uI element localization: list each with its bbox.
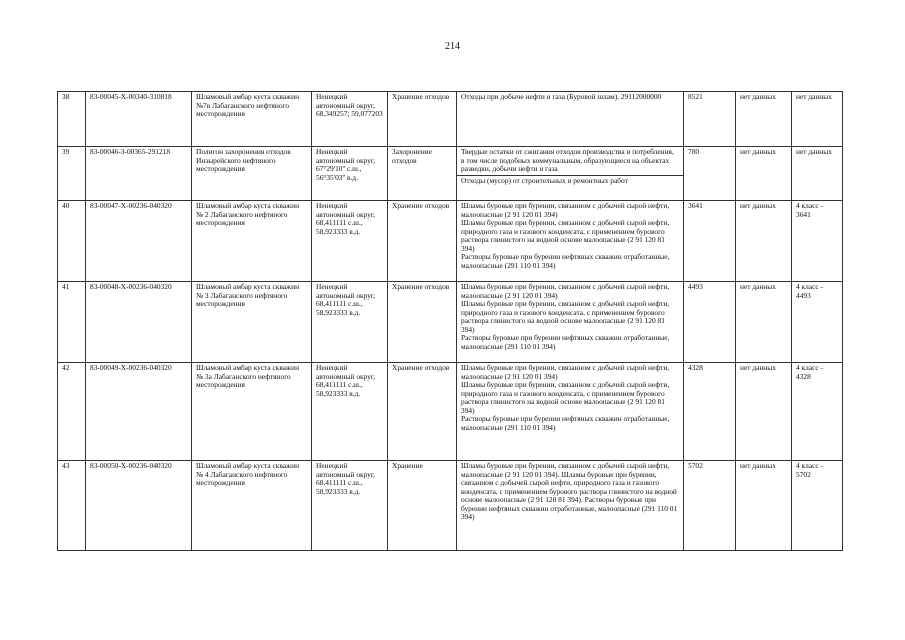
col8-value: нет данных: [736, 461, 792, 551]
page-number: 214: [445, 41, 460, 52]
capacity: 780: [684, 147, 736, 201]
waste-types: [457, 201, 684, 282]
capacity: 8521: [684, 92, 736, 147]
facility-location: Ненецкий автономный округ, 68,411111 с.ш., 58,923333 в.д.: [312, 282, 388, 363]
col8-value: нет данных: [736, 92, 792, 147]
col8-value: нет данных: [736, 282, 792, 363]
row-number: 43: [58, 461, 86, 551]
facility-name: Полигон захоронения отходов Инзырейского нефтяного месторождения: [192, 147, 312, 201]
waste-types: [457, 461, 684, 551]
col9-value: 4 класс - 3641: [792, 201, 843, 282]
waste-type: Шламы буровые при бурении, связанном с добычей сырой нефти, малоопасные (2 91 120 01 394) Шламы буровые при бурении, связанном с добычей сырой нефти, природного газа и газового конденсата, с применением бурового раствора глинистого на водной основе малоопасные (2 91 120 81 394) Растворы буровые при бурении нефтяных скважин отработанные, малоопасные (291 110 01 394): [461, 282, 670, 351]
row-number: 40: [58, 201, 86, 282]
registry-number: 83-00045-Х-00340-310818: [86, 92, 192, 147]
table-row: [58, 461, 843, 551]
row-number: 42: [58, 363, 86, 461]
facility-purpose: Хранение: [388, 461, 457, 551]
registry-number: 83-00049-Х-00236-040320: [86, 363, 192, 461]
facility-location: Ненецкий автономный округ, 68,349257; 59,077203: [312, 92, 388, 147]
waste-types: [457, 92, 684, 147]
waste-type: Шламы буровые при бурении, связанном с добычей сырой нефти, малоопасные (2 91 120 01 394) Шламы буровые при бурении, связанном с добычей сырой нефти, природного газа и газового конденсата, с применением бурового раствора глинистого на водной основе малоопасные (2 91 120 81 394) Растворы буровые при бурении нефтяных скважин отработанные, малоопасные (291 110 01 394): [461, 201, 670, 270]
facility-location: Ненецкий автономный округ, 68,411111 с.ш., 58,923333 в.д.: [312, 201, 388, 282]
capacity: 4328: [684, 363, 736, 461]
waste-type: Отходы (мусор) от строительных и ремонтных работ: [457, 175, 683, 187]
facility-name: Шламовый амбар куста скважин №7в Лабаганского нефтяного месторождения: [192, 92, 312, 147]
col9-value: нет данных: [792, 147, 843, 201]
capacity: 4493: [684, 282, 736, 363]
table-row: [58, 201, 843, 282]
row-number: 41: [58, 282, 86, 363]
col9-value: нет данных: [792, 92, 843, 147]
row-number: 38: [58, 92, 86, 147]
facility-location: Ненецкий автономный округ, 67°29'10'' с.ш., 56°35'03'' в.д.: [312, 147, 388, 201]
table-row: [58, 92, 843, 147]
table-row: [58, 363, 843, 461]
waste-types: [457, 363, 684, 461]
facility-purpose: Хранение отходов: [388, 201, 457, 282]
facility-name: Шламовый амбар куста скважин № 2 Лабаганского нефтяного месторождения: [192, 201, 312, 282]
facility-location: Ненецкий автономный округ, 68,411111 с.ш., 58,923333 в.д.: [312, 461, 388, 551]
capacity: 5702: [684, 461, 736, 551]
facility-purpose: Захоронение отходов: [388, 147, 457, 201]
row-number: 39: [58, 147, 86, 201]
facility-purpose: Хранение отходов: [388, 282, 457, 363]
facility-purpose: Хранение отходов: [388, 363, 457, 461]
col9-value: 4 класс - 4493: [792, 282, 843, 363]
registry-number: 83-00048-Х-00236-040320: [86, 282, 192, 363]
table-row: [58, 147, 843, 201]
col8-value: нет данных: [736, 147, 792, 201]
waste-type: Твердые остатки от сжигания отходов производства и потребления, в том числе подобных коммунальным, образующиеся на объектах разведки, добычи нефти и газа: [461, 147, 674, 173]
col8-value: нет данных: [736, 201, 792, 282]
facility-purpose: Хранение отходов: [388, 92, 457, 147]
col9-value: 4 класс - 5702: [792, 461, 843, 551]
waste-type: Отходы при добыче нефти и газа (Буровой шлам), 29112000000: [461, 92, 662, 101]
registry-number: 83-00047-Х-00236-040320: [86, 201, 192, 282]
registry-number: 83-00050-Х-00236-040320: [86, 461, 192, 551]
capacity: 3641: [684, 201, 736, 282]
waste-facility-register-table: [57, 91, 843, 551]
waste-types: [457, 147, 684, 201]
table-row: [58, 282, 843, 363]
facility-location: Ненецкий автономный округ, 68,411111 с.ш., 58,923333 в.д.: [312, 363, 388, 461]
waste-type: Шламы буровые при бурении, связанном с добычей сырой нефти, малоопасные (2 91 120 01 394). Шламы буровые при бурении, связанном с добычей сырой нефти, природного газа и газового конденсата, с применением бурового раствора глинистого на водной основе малоопасные (2 91 120 81 394). Растворы буровые при бурении нефтяных скважин отработанные, малоопасные (291 110 01 394): [461, 461, 678, 521]
waste-types: [457, 282, 684, 363]
waste-type: Шламы буровые при бурении, связанном с добычей сырой нефти, малоопасные (2 91 120 01 394) Шламы буровые при бурении, связанном с добычей сырой нефти, природного газа и газового конденсата, с применением бурового раствора глинистого на водной основе малоопасные (2 91 120 81 394) Растворы буровые при бурении нефтяных скважин отработанные, малоопасные (291 110 01 394): [461, 363, 670, 432]
registry-number: 83-00046-З-00365-291218: [86, 147, 192, 201]
col8-value: нет данных: [736, 363, 792, 461]
col9-value: 4 класс - 4328: [792, 363, 843, 461]
facility-name: Шламовый амбар куста скважин № 3а Лабаганского нефтяного месторождения: [192, 363, 312, 461]
facility-name: Шламовый амбар куста скважин № 4 Лабаганского нефтяного месторождения: [192, 461, 312, 551]
facility-name: Шламовый амбар куста скважин № 3 Лабаганского нефтяного месторождения: [192, 282, 312, 363]
